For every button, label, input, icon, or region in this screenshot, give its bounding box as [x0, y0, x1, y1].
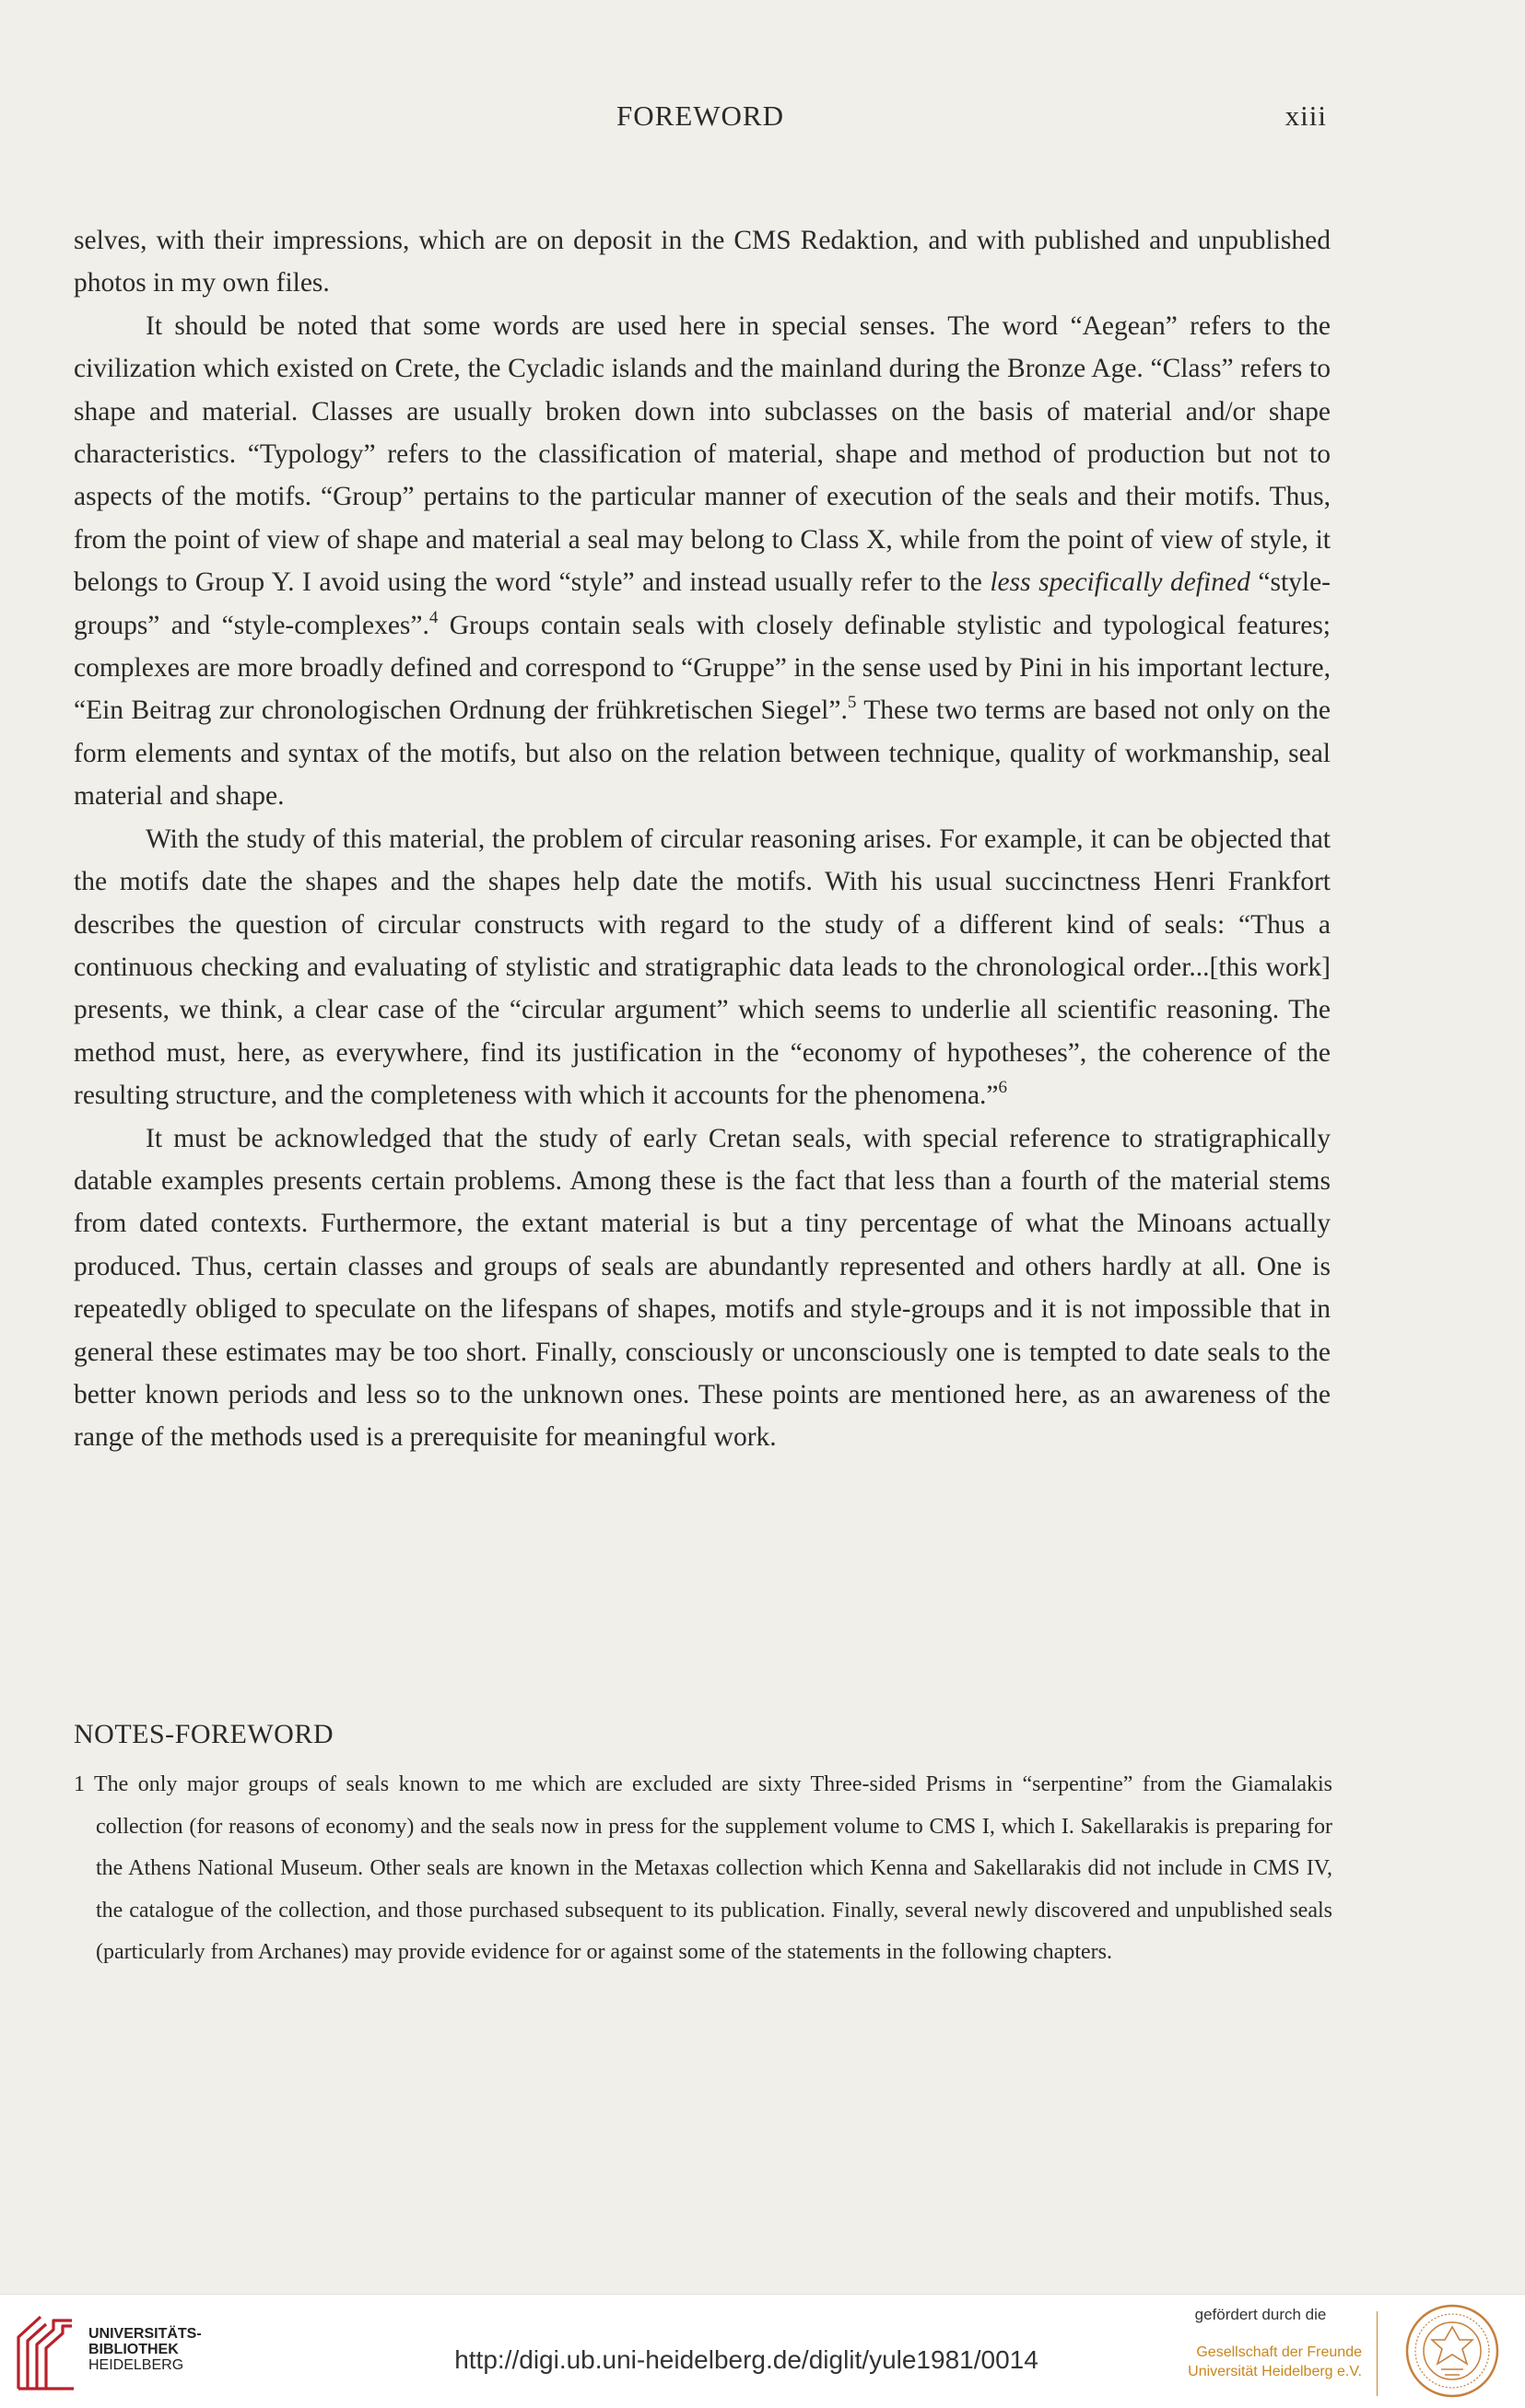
footnote-ref-6[interactable]: 6 [998, 1078, 1008, 1098]
paragraph-1-text: selves, with their impressions, which are on deposit in the CMS Redaktion, and with published and unpublished photos in my own files. [74, 226, 1331, 298]
library-name-line3: HEIDELBERG [88, 2357, 184, 2373]
notes-section [74, 1764, 1332, 1974]
sponsor-name-line1: Gesellschaft der Freunde [1196, 2344, 1362, 2360]
paragraph-4 [74, 1117, 1331, 1459]
body-text [74, 219, 1331, 1459]
footer-divider [1377, 2311, 1378, 2396]
paragraph-2-text-a: It should be noted that some words are used here in special senses. The word “Aegean” refers to the civilization which existed on Crete, the Cycladic islands and the mainland during the Bronze Age. “Class” refers to shape and material. Classes are usually broken down into subclasses on the basis of material and/or shape characteristics. “Typology” refers to the classification of material, shape and method of production but not to aspects of the motifs. “Group” pertains to the particular manner of execution of the seals and their motifs. Thus, from the point of view of shape and material a seal may belong to Class X, while from the point of view of style, it belongs to Group Y. I avoid using the word “style” and instead usually refer to the [74, 310, 1331, 598]
running-title: FOREWORD [616, 99, 784, 132]
paragraph-2-text-c: Groups contain seals with closely definable stylistic and typological features; complexes are more broadly defined and correspond to “Gruppe” in the sense used by Pini in his important lecture, “Ein Beitrag zur chronologischen Ordnung der frühkretischen Siegel”. [74, 610, 1331, 726]
sponsor-intro: gefördert durch die [1194, 2306, 1327, 2323]
footnote-ref-5[interactable]: 5 [847, 693, 857, 713]
library-name-line2: BIBLIOTHEK [88, 2342, 179, 2357]
footer-bar [0, 2294, 1525, 2408]
paragraph-1 [74, 219, 1331, 305]
note-item [74, 1764, 1332, 1974]
paragraph-3 [74, 818, 1331, 1117]
paragraph-2-text-d: These two terms are based not only on the form elements and syntax of the motifs, but also on the relation between technique, quality of workmanship, seal material and shape. [74, 696, 1331, 812]
footnote-ref-4[interactable]: 4 [428, 607, 439, 627]
sponsor-name-line2: Universität Heidelberg e.V. [1188, 2364, 1362, 2379]
digital-copy-url[interactable]: http://digi.ub.uni-heidelberg.de/diglit/yule1981/0014 [454, 2345, 1038, 2374]
paragraph-2-text-b: “style-groups” and “style-complexes”. [74, 567, 1331, 640]
note-text: The only major groups of seals known to me which are excluded are sixty Three-sided Prisms in “serpentine” from the Giamalakis collection (for reasons of economy) and the seals now in press for the supplement volume to CMS I, which I. Sakellarakis is preparing for the Athens National Museum. Other seals are known in the Metaxas collection which Kenna and Sakellarakis did not include in CMS IV, the catalogue of the collection, and those purchased subsequent to its publication. Finally, several newly discovered and unpublished seals (particularly from Archanes) may provide evidence for or against some of the statements in the following chapters. [94, 1772, 1332, 1964]
paragraph-2 [74, 305, 1331, 818]
paragraph-2-italic: less specifically defined [990, 567, 1250, 598]
university-seal-icon[interactable] [1404, 2303, 1500, 2399]
page-number: xiii [1285, 99, 1327, 132]
library-name-line1: UNIVERSITÄTS- [88, 2326, 202, 2342]
paragraph-3-text: With the study of this material, the problem of circular reasoning arises. For example, it can be objected that the motifs date the shapes and the shapes help date the motifs. With his usual succinctness Henri Frankfort describes the question of circular constructs with regard to the study of a different kind of seals: “Thus a continuous checking and evaluating of stylistic and stratigraphic data leads to the chronological order...[this work] presents, we think, a clear case of the “circular argument” which seems to underlie all scientific reasoning. The method must, here, as everywhere, find its justification in the “economy of hypotheses”, the coherence of the resulting structure, and the completeness with which it accounts for the phenomena.” [74, 824, 1331, 1111]
paragraph-4-text: It must be acknowledged that the study of early Cretan seals, with special reference to stratigraphically datable examples presents certain problems. Among these is the fact that less than a fourth of the material stems from dated contexts. Furthermore, the extant material is but a tiny percentage of what the Minoans actually produced. Thus, certain classes and groups of seals are abundantly represented and others hardly at all. One is repeatedly obliged to speculate on the lifespans of shapes, motifs and style-groups and it is not impossible that in general these estimates may be too short. Finally, consciously or unconsciously one is tempted to date seals to the better known periods and less so to the unknown ones. These points are mentioned here, as an awareness of the range of the methods used is a prerequisite for meaningful work. [74, 1123, 1331, 1453]
sponsor-name [1157, 2343, 1362, 2381]
note-number: 1 [74, 1772, 85, 1796]
page-header [74, 99, 1327, 136]
notes-heading: NOTES-FOREWORD [74, 1719, 334, 1749]
